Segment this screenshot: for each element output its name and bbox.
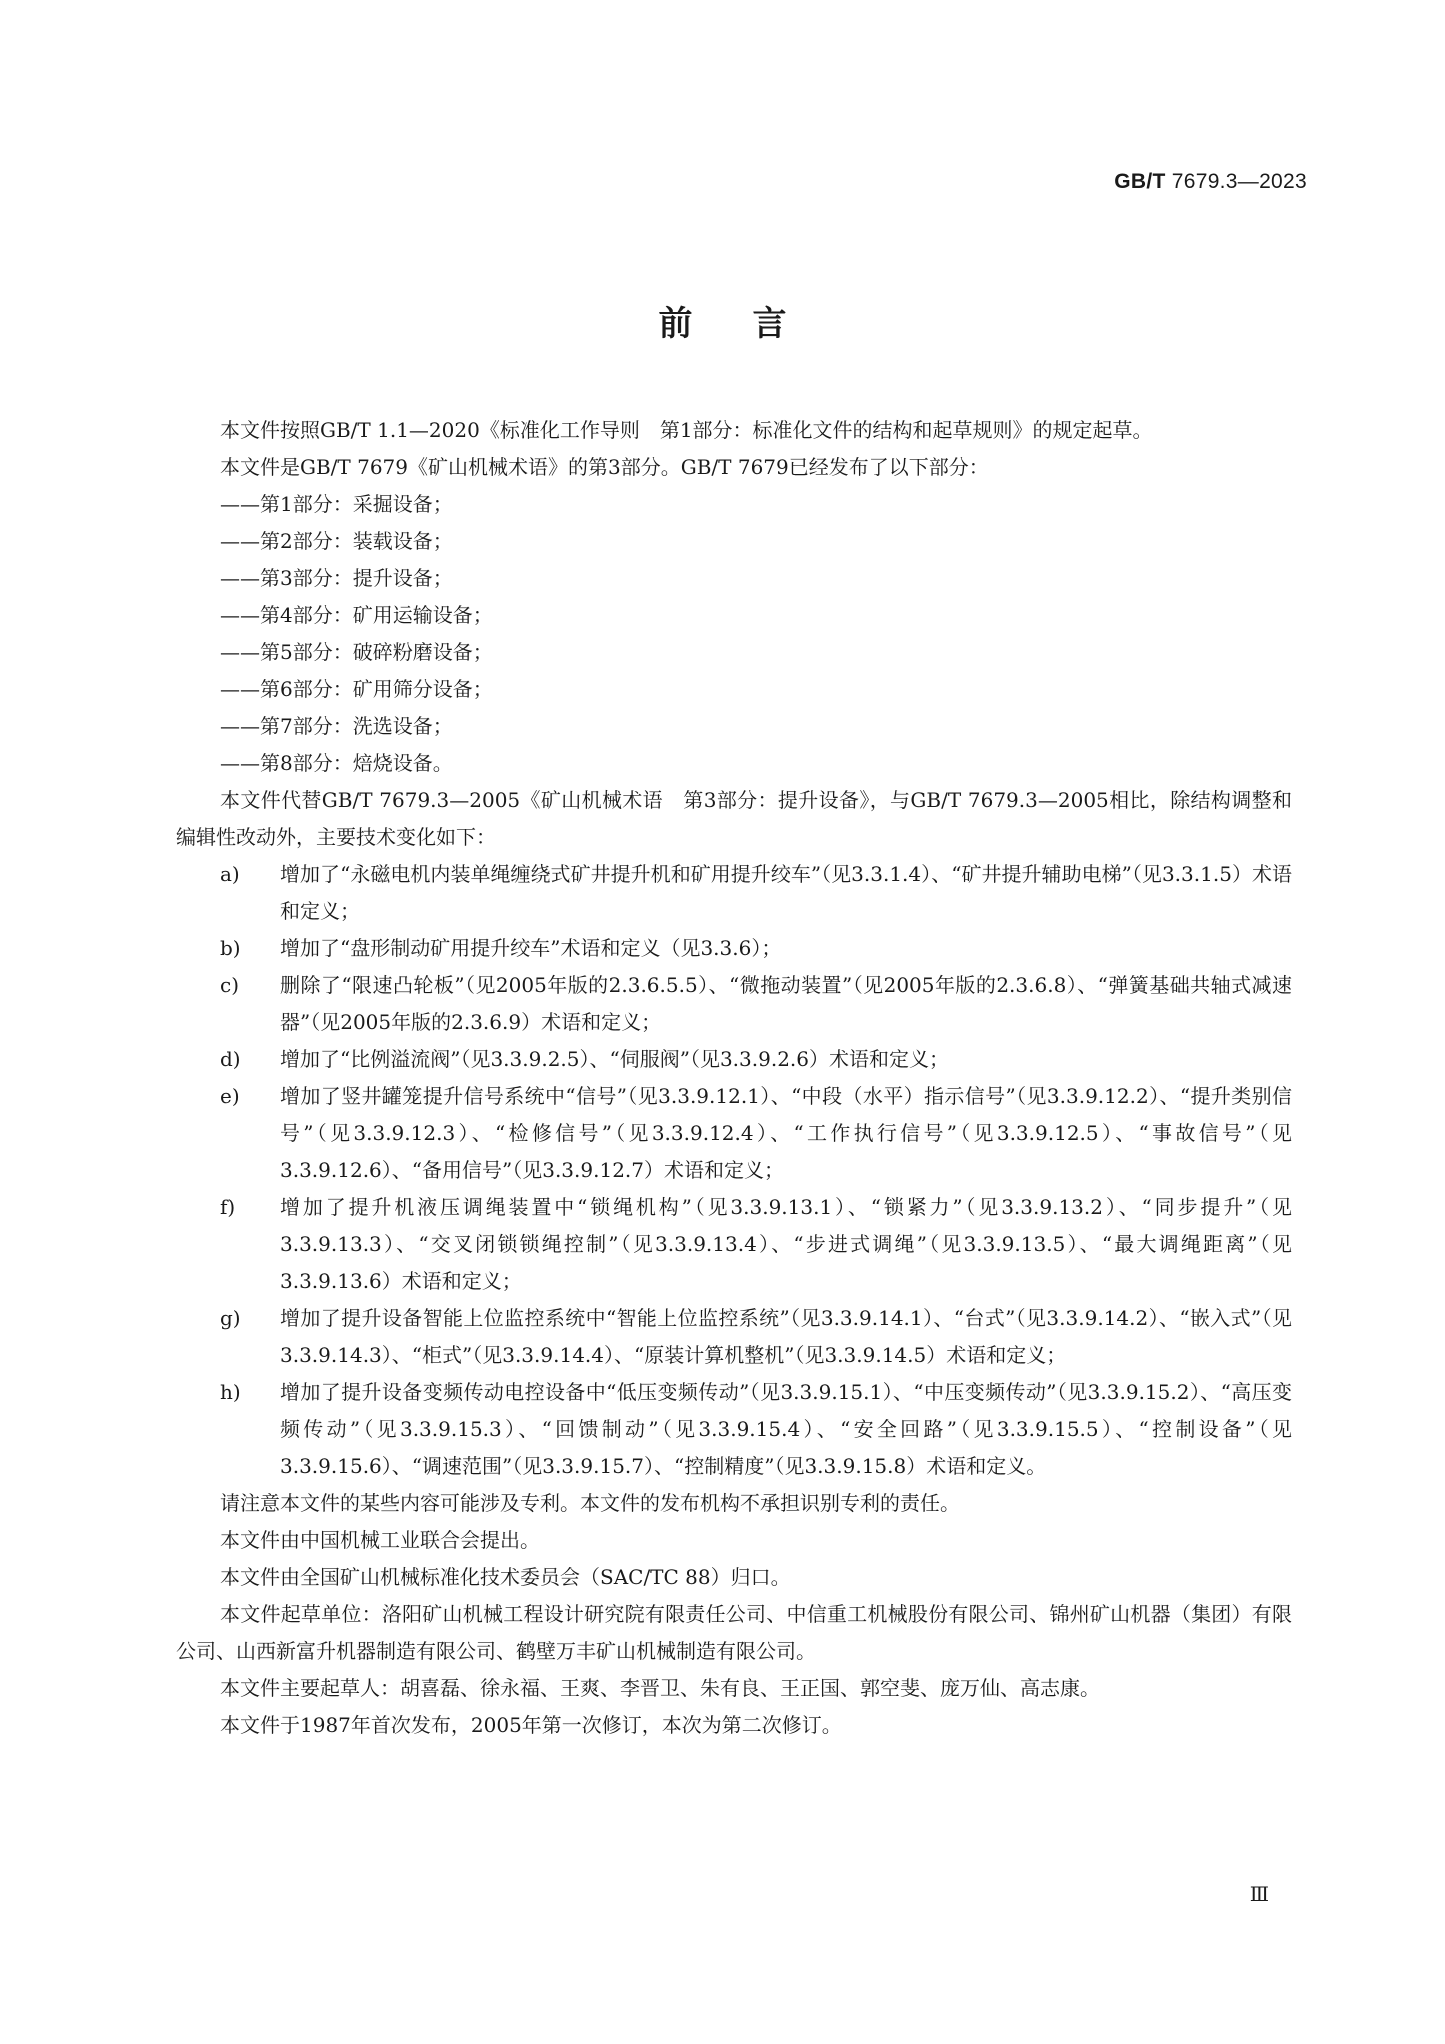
change-item xyxy=(176,1041,1292,1078)
change-item-text: 增加了竖井罐笼提升信号系统中“信号”（见3.3.9.12.1）、“中段（水平）指示信号”（见3.3.9.12.2）、“提升类别信号”（见3.3.9.12.3）、“检修信号”（见3.3.9.12.4）、“工作执行信号”（见3.3.9.12.5）、“事故信号”（见3.3.9.12.6）、“备用信号”（见3.3.9.12.7）术语和定义； xyxy=(280,1084,1292,1182)
list-item: ——第6部分：矿用筛分设备； xyxy=(220,677,493,701)
list-item: ——第5部分：破碎粉磨设备； xyxy=(220,640,493,664)
list-item: ——第1部分：采掘设备； xyxy=(220,492,453,516)
change-item-text: 增加了“永磁电机内装单绳缠绕式矿井提升机和矿用提升绞车”（见3.3.1.4）、“矿井提升辅助电梯”（见3.3.1.5）术语和定义； xyxy=(280,862,1292,923)
change-item-text: 增加了提升设备变频传动电控设备中“低压变频传动”（见3.3.9.15.1）、“中压变频传动”（见3.3.9.15.2）、“高压变频传动”（见3.3.9.15.3）、“回馈制动”（见3.3.9.15.4）、“安全回路”（见3.3.9.15.5）、“控制设备”（见3.3.9.15.6）、“调速范围”（见3.3.9.15.7）、“控制精度”（见3.3.9.15.8）术语和定义。 xyxy=(280,1380,1292,1478)
change-item-text: 增加了“比例溢流阀”（见3.3.9.2.5）、“伺服阀”（见3.3.9.2.6）术语和定义； xyxy=(280,1047,950,1071)
paragraph-drafting-units: 本文件起草单位：洛阳矿山机械工程设计研究院有限责任公司、中信重工机械股份有限公司、锦州矿山机器（集团）有限公司、山西新富升机器制造有限公司、鹤壁万丰矿山机械制造有限公司。 xyxy=(176,1602,1292,1663)
paragraph-proposer: 本文件由中国机械工业联合会提出。 xyxy=(220,1528,540,1552)
change-item-label: a) xyxy=(220,862,240,886)
paragraph-drafting-basis: 本文件按照GB/T 1.1—2020《标准化工作导则 第1部分：标准化文件的结构和起草规则》的规定起草。 xyxy=(220,418,1153,442)
paragraph-replacement-info: 本文件代替GB/T 7679.3—2005《矿山机械术语 第3部分：提升设备》，与GB/T 7679.3—2005相比，除结构调整和编辑性改动外，主要技术变化如下： xyxy=(176,788,1292,849)
change-item-label: e) xyxy=(220,1084,240,1108)
change-item-text: 增加了“盘形制动矿用提升绞车”术语和定义（见3.3.6）； xyxy=(280,936,782,960)
list-item: ——第3部分：提升设备； xyxy=(220,566,453,590)
change-item xyxy=(176,1300,1292,1374)
change-item-label: f) xyxy=(220,1195,236,1219)
change-item-text: 增加了提升机液压调绳装置中“锁绳机构”（见3.3.9.13.1）、“锁紧力”（见3.3.9.13.2）、“同步提升”（见3.3.9.13.3）、“交叉闭锁锁绳控制”（见3.3.9.13.4）、“步进式调绳”（见3.3.9.13.5）、“最大调绳距离”（见3.3.9.13.6）术语和定义； xyxy=(280,1195,1292,1293)
standard-code-prefix: GB/T xyxy=(1114,170,1166,193)
change-item-label: c) xyxy=(220,973,240,997)
change-item xyxy=(176,1189,1292,1300)
standard-code-number: 7679.3—2023 xyxy=(1171,170,1307,193)
list-item: ——第2部分：装载设备； xyxy=(220,529,453,553)
change-item-label: g) xyxy=(220,1306,241,1330)
list-item: ——第4部分：矿用运输设备； xyxy=(220,603,493,627)
change-item xyxy=(176,1374,1292,1485)
standard-code xyxy=(1114,170,1307,194)
paragraph-drafters: 本文件主要起草人：胡喜磊、徐永福、王爽、李晋卫、朱有良、王正国、郭空斐、庞万仙、高志康。 xyxy=(220,1676,1100,1700)
change-item-text: 删除了“限速凸轮板”（见2005年版的2.3.6.5.5）、“微拖动装置”（见2005年版的2.3.6.8）、“弹簧基础共轴式减速器”（见2005年版的2.3.6.9）术语和定义； xyxy=(280,973,1292,1034)
page-title: 前言 xyxy=(658,304,847,344)
list-item: ——第7部分：洗选设备； xyxy=(220,714,453,738)
change-item xyxy=(176,967,1292,1041)
change-item-label: d) xyxy=(220,1047,241,1071)
paragraph-publication-history: 本文件于1987年首次发布，2005年第一次修订，本次为第二次修订。 xyxy=(220,1713,842,1737)
change-item-label: h) xyxy=(220,1380,241,1404)
change-item xyxy=(176,930,1292,967)
change-item xyxy=(176,856,1292,930)
change-item-text: 增加了提升设备智能上位监控系统中“智能上位监控系统”（见3.3.9.14.1）、“台式”（见3.3.9.14.2）、“嵌入式”（见3.3.9.14.3）、“柜式”（见3.3.9.14.4）、“原装计算机整机”（见3.3.9.14.5）术语和定义； xyxy=(280,1306,1292,1367)
change-item xyxy=(176,1078,1292,1189)
paragraph-patent-notice: 请注意本文件的某些内容可能涉及专利。本文件的发布机构不承担识别专利的责任。 xyxy=(220,1491,960,1515)
list-item: ——第8部分：焙烧设备。 xyxy=(220,751,453,775)
document-body xyxy=(176,412,1292,1744)
paragraph-series-info: 本文件是GB/T 7679《矿山机械术语》的第3部分。GB/T 7679已经发布了以下部分： xyxy=(220,455,989,479)
change-item-label: b) xyxy=(220,936,241,960)
page-number: Ⅲ xyxy=(1249,1882,1269,1906)
paragraph-committee: 本文件由全国矿山机械标准化技术委员会（SAC/TC 88）归口。 xyxy=(220,1565,791,1589)
